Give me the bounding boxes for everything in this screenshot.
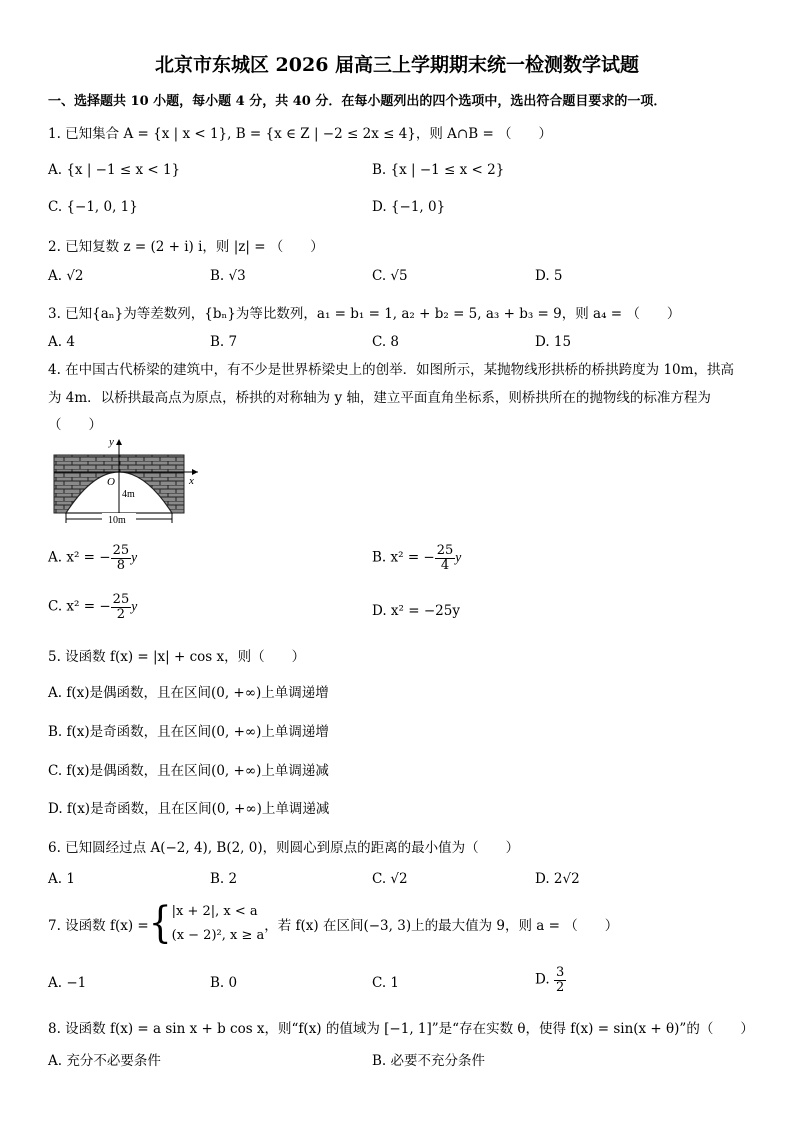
q3-option-a: A. 4 — [48, 334, 75, 350]
section-heading: 一、选择题共 10 小题，每小题 4 分，共 40 分．在每小题列出的四个选项中，选出符合题目要求的一项． — [48, 94, 667, 109]
q5-option-a: A. f(x)是偶函数，且在区间(0, +∞)上单调递增 — [48, 685, 329, 701]
arch-height-label: 4m — [122, 489, 135, 500]
q5-stem: 5. 设函数 f(x) = |x| + cos x，则（ ） — [48, 649, 306, 665]
q6-option-c: C. √2 — [372, 871, 408, 887]
q4-line2: 为 4m．以桥拱最高点为原点，桥拱的对称轴为 y 轴，建立平面直角坐标系，则桥拱所在的抛物线的标准方程为 — [48, 390, 711, 406]
q7-option-c: C. 1 — [372, 975, 400, 991]
x-axis-label: x — [189, 475, 194, 487]
q4-line1: 4. 在中国古代桥梁的建筑中，有不少是世界桥梁史上的创举．如图所示，某抛物线形拱桥的桥拱跨度为 10m，拱高 — [48, 362, 734, 378]
q7-case-1: |x + 2|, x < a — [171, 904, 258, 919]
y-axis-arrow — [116, 439, 122, 445]
q6-option-d: D. 2√2 — [535, 871, 580, 887]
q8-option-a: A. 充分不必要条件 — [48, 1053, 161, 1069]
q3-stem: 3. 已知{aₙ}为等差数列，{bₙ}为等比数列，a₁ = b₁ = 1, a₂ + b₂ = 5, a₃ + b₃ = 9，则 a₄ = （ ） — [48, 306, 681, 322]
q1-option-c: C. {−1, 0, 1} — [48, 199, 138, 215]
q3-option-d: D. 15 — [535, 334, 572, 350]
q7-case-2: (x − 2)², x ≥ a — [171, 928, 265, 943]
bridge-figure — [52, 437, 200, 527]
q2-option-d: D. 5 — [535, 268, 563, 284]
q1-stem: 1. 已知集合 A = {x | x < 1}, B = {x ∈ Z | −2 ≤ 2x ≤ 4}，则 A∩B = （ ） — [48, 126, 553, 142]
q4-option-c: C. x² = − $\frac{25}{2}$ y — [48, 592, 138, 622]
q7-stem: 7. 设函数 f(x) = { |x + 2|, x < a (x − 2)², x ≥ a ，若 f(x) 在区间(−3, 3)上的最大值为 9，则 a = （ ） — [48, 898, 619, 948]
piecewise-brace: { — [148, 898, 172, 948]
q6-option-a: A. 1 — [48, 871, 75, 887]
q1-option-a: A. {x | −1 ≤ x < 1} — [48, 162, 181, 178]
q2-option-a: A. √2 — [48, 268, 84, 284]
origin-label: O — [107, 476, 115, 488]
q8-stem: 8. 设函数 f(x) = a sin x + b cos x，则“f(x) 的值域为 [−1, 1]”是“存在实数 θ，使得 f(x) = sin(x + θ)”的（ ） — [48, 1021, 754, 1037]
page-title: 北京市东城区 2026 届高三上学期期末统一检测数学试题 — [154, 54, 640, 76]
arch-span-label: 10m — [108, 515, 126, 526]
q8-option-b: B. 必要不充分条件 — [372, 1053, 486, 1069]
q4-line3: （ ） — [48, 417, 102, 433]
q6-stem: 6. 已知圆经过点 A(−2, 4), B(2, 0)，则圆心到原点的距离的最小值为（ ） — [48, 840, 520, 856]
q5-option-d: D. f(x)是奇函数，且在区间(0, +∞)上单调递减 — [48, 801, 330, 817]
q4-option-b: B. x² = − $\frac{25}{4}$ y — [372, 543, 462, 573]
q5-option-b: B. f(x)是奇函数，且在区间(0, +∞)上单调递增 — [48, 724, 329, 740]
q7-option-a: A. −1 — [48, 975, 87, 991]
q2-stem: 2. 已知复数 z = (2 + i) i，则 |z| = （ ） — [48, 239, 324, 255]
q3-option-b: B. 7 — [210, 334, 238, 350]
q7-option-b: B. 0 — [210, 975, 238, 991]
q1-option-b: B. {x | −1 ≤ x < 2} — [372, 162, 505, 178]
q2-option-b: B. √3 — [210, 268, 246, 284]
q5-option-c: C. f(x)是偶函数，且在区间(0, +∞)上单调递减 — [48, 763, 329, 779]
q4-option-d: D. x² = −25y — [372, 603, 460, 619]
y-axis-label: y — [109, 437, 114, 448]
q6-option-b: B. 2 — [210, 871, 238, 887]
q4-option-a: A. x² = − $\frac{25}{8}$ y — [48, 543, 138, 573]
q1-option-d: D. {−1, 0} — [372, 199, 446, 215]
q7-option-d: D. $\frac{3}{2}$ — [535, 965, 565, 995]
q3-option-c: C. 8 — [372, 334, 400, 350]
q2-option-c: C. √5 — [372, 268, 408, 284]
